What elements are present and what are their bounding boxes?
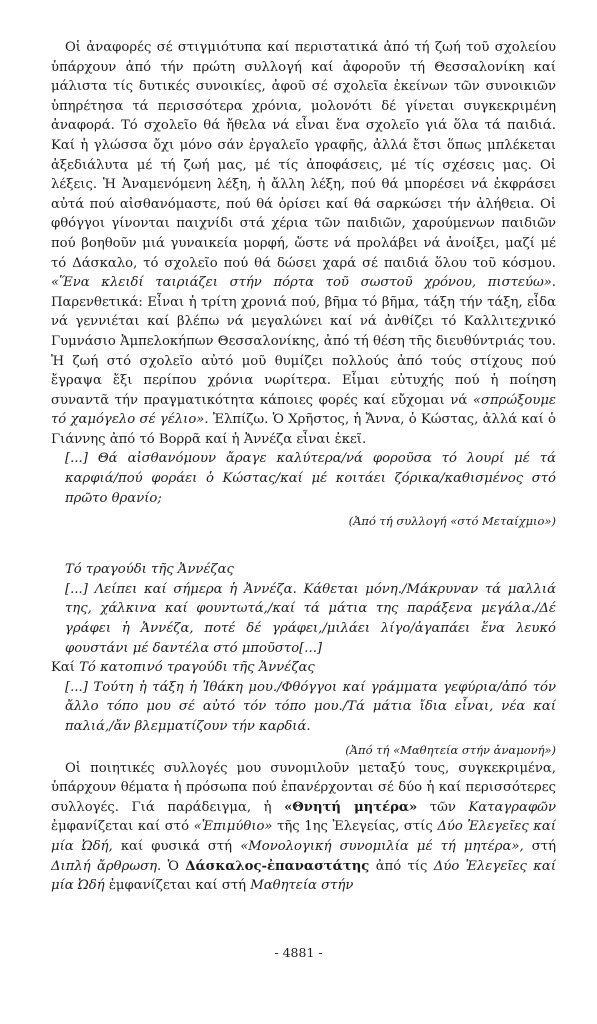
poem-excerpt-ithaca: [...] Τούτη ἡ τάξη ἡ Ἰθάκη μου./Φθόγγοι καί γράμματα γεφύρια/ἀπό τόν ἄλλο τόπο μου σέ αὐτό τόν τόπο μου./Τά μάτια ἴδια εἶναι, νέα καί παλιά,/ἄν βλεμματίζουν τήν καρδιά. xyxy=(65,679,556,734)
poem-title-later-anneza-song xyxy=(51,658,556,678)
paragraph-1-ending: Ἐλπίζω. Ὁ Χρῆστος, ἡ Ἄννα, ὁ Κώστας, ἀλλά καί ὁ Γιάννης ἀπό τό Βορρᾶ καί ἡ Ἀννέζα εἶναι ἐκεῖ. xyxy=(51,412,556,447)
poem-excerpt-kostas: [...] Θά αἰσθανόμουν ἄραγε καλύτερα/νά φοροῦσα τό λουρί μέ τά καρφιά/πού φοράει ὁ Κώστας/καί μέ κοιτάει ζόρικα/καθισμένος στό πρῶτο θρανίο; xyxy=(65,451,556,506)
paragraph-2-text-a: Οἱ ποιητικές συλλογές μου συνομιλοῦν μεταξύ τους, συγκεκριμένα, ὑπάρχουν θέματα ἡ πρόσωπα πού ἐπανέρχονται σέ δύο ἡ καί περισσότερες συλλογές. Γιά παράδειγμα, ἡ xyxy=(51,760,556,815)
paragraph-2-text-g: Ὁ xyxy=(167,858,179,874)
inline-quote-smile: «σπρώξουμε τό χαμόγελο σέ γέλιο». xyxy=(51,392,556,428)
conjunction-kai: Καί xyxy=(51,660,75,676)
bold-term-mortal-mother: «Θνητή μητέρα» xyxy=(284,799,418,815)
paragraph-2-text-d: τῆς 1ης Ἐλεγείας, στίς xyxy=(277,819,433,835)
title-epimythio: «Ἐπιμύθιο» xyxy=(193,819,273,835)
source-citation-mathiteia: (Ἀπό τή «Μαθητεία στήν ἀναμονή») xyxy=(345,742,556,757)
paragraph-2-text-b: τῶν xyxy=(429,799,456,815)
paragraph-school-references xyxy=(51,38,556,449)
title-monologic-conversation: «Μονολογική συνομιλία μέ τή μητέρα», xyxy=(240,838,524,854)
source-citation-metaichmio: (Ἀπό τή συλλογή «στό Μεταίχμιο») xyxy=(348,514,556,529)
title-katagrafes: Καταγραφῶν xyxy=(468,799,556,815)
paragraph-1-text: Οἱ ἀναφορές σέ στιγμιότυπα καί περιστατικά ἀπό τή ζωή τοῦ σχολείου ὑπάρχουν ἀπό τήν πρώτη συλλογή καί ἀφοροῦν τή Θεσσαλονίκη καί μάλιστα τίς δυτικές συνοικίες, ἀφοῦ σέ σχολεῖα ἐκείνων τῶν συνοικιῶν ὑπηρέτησα τά περισσότερα χρόνια, μολονότι δέ γίνεται συγκεκριμένη ἀναφορά. Τό σχολεῖο θά ἤθελα νά εἶναι ἕνα σχολεῖο γιά ὅλα τά παιδιά. Καί ἡ γλώσσα ὄχι μόνο σάν ἐργαλεῖο γραφῆς, ἀλλά ἔτσι ὅπως μπλέκεται ἀξεδιάλυτα μέ τή ζωή μας, μέ τίς ἀποφάσεις, μέ τίς σχέσεις μας. Οἱ λέξεις. Ἡ Ἀναμενόμενη λέξη, ἡ ἄλλη λέξη, πού θά μπορέσει νά ἐκφράσει αὐτά πού αἰσθανόμαστε, πού θά ὁρίσει καί θά σαρκώσει τήν ἀλήθεια. Οἱ φθόγγοι γίνονται παιχνίδι στά χέρια τῶν παιδιῶν, χαρούμενων παιδιῶν πού βοηθοῦν μιά γυναικεία μορφή, ὥστε νά προλάβει νά ἀνοίξει, μαζί μέ τό Δάσκαλο, τό σχολεῖο πού θά δώσει χαρά σέ παιδιά ὅλου τοῦ κόσμου. xyxy=(51,40,556,271)
spacer xyxy=(51,530,556,560)
body-text xyxy=(51,38,556,896)
title-mathiteia: Μαθητεία στήν xyxy=(250,878,354,894)
page-number: - 4881 - xyxy=(274,945,323,960)
paragraph-2-text-c: ἐμφανίζεται καί στό xyxy=(51,819,190,835)
paragraph-2-text-e: καί φυσικά στή xyxy=(120,838,233,854)
paragraph-2-text-i: ἐμφανίζεται καί στή xyxy=(108,878,247,894)
title-double-articulation: Διπλή ἄρθρωση. xyxy=(51,858,162,874)
paragraph-1-continuation: Παρενθετικά: Εἶναι ἡ τρίτη χρονιά πού, βῆμα τό βῆμα, τάξη τήν τάξη, εἶδα νά γεννιέται καί βλέπω νά μεγαλώνει καί νά ἀνθίζει τό Καλλιτεχνικό Γυμνάσιο Ἀμπελοκήπων Θεσσαλονίκης, ἀπό τή θέση τῆς διευθύντριάς του. Ἡ ζωή στό σχολεῖο αὐτό μοῦ θυμίζει πολλούς ἀπό τούς στίχους πού ἔγραψα ἔξι περίπου χρόνια νωρίτερα. Εἶμαι εὐτυχής πού ἡ ποίηση συναντᾶ τήν πραγματικότητα κάποιες φορές καί εὔχομαι νά xyxy=(51,294,556,408)
bold-term-teacher-revolutionary: Δάσκαλος-ἐπαναστάτης xyxy=(185,858,370,874)
title-two-elegies: Δύο Ἐλεγεῖες καί μία Ὠδή, xyxy=(51,819,557,854)
title-two-elegies-2: Δύο Ἐλεγεῖες καί μία Ὠδή xyxy=(51,858,557,894)
inline-quote-key: «Ἕνα κλειδί ταιριάζει στήν πόρτα τοῦ σωστοῦ χρόνου, πιστεύω». xyxy=(51,275,556,291)
poem-title-anneza-song: Τό τραγούδι τῆς Ἀννέζας xyxy=(65,562,234,578)
paragraph-2-text-f: στή xyxy=(531,838,556,854)
paragraph-2-text-h: ἀπό τίς xyxy=(375,858,428,874)
poem-title-later: Τό κατοπινό τραγούδι τῆς Ἀννέζας xyxy=(79,660,315,676)
poem-excerpt-anneza: [...] Λείπει καί σήμερα ἡ Ἀννέζα. Κάθεται μόνη./Μάκρυναν τά μαλλιά της, χάλκινα καί φουντωτά,/καί τά μάτια της παράξενα μεγάλα./Δέ γράφει ἡ Ἀννέζα, ποτέ δέ γράφει,/μιλάει λίγο/ἀγαπάει ἕνα λευκό φουστάνι μέ δαντέλα στό μποῦστο[...] xyxy=(65,581,556,656)
paragraph-collections-dialogue xyxy=(51,759,556,896)
